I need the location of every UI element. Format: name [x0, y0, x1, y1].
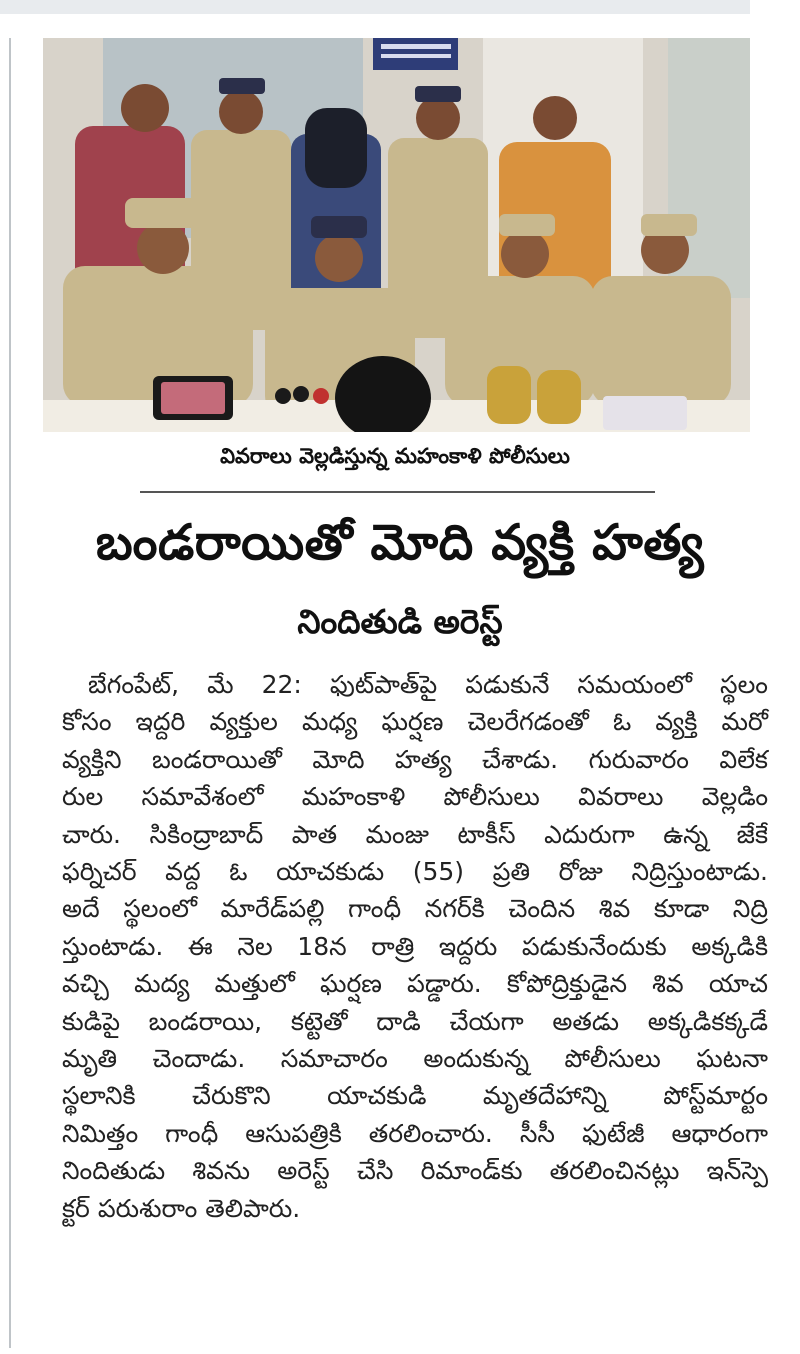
- article-line: కుడిపై బండరాయి, కట్టెతో దాడి చేయగా అతడు అక్కడికక్కడే: [62, 1006, 768, 1036]
- article-line: చారు. సికింద్రాబాద్ పాత మంజు టాకీస్ ఎదురుగా ఉన్న జేకే: [62, 819, 768, 849]
- article-line: వ్యక్తిని బండరాయితో మోది హత్య చేశాడు. గురువారం విలేక: [62, 744, 768, 774]
- article-line: వచ్చి మద్య మత్తులో ఘర్షణ పడ్డారు. కోపోద్రిక్తుడైన శివ యాచ: [62, 969, 768, 999]
- article-paragraph: [62, 666, 768, 1227]
- article-line: రుల సమావేశంలో మహంకాళి పోలీసులు వివరాలు వెల్లడిం: [62, 782, 768, 812]
- article-line: నిందితుడు శివను అరెస్ట్ చేసి రిమాండ్‌కు తరలించినట్లు ఇన్‌స్పె: [62, 1156, 768, 1186]
- article-line: బేగంపేట్, మే 22: ఫుట్‌పాత్‌పై పడుకునే సమయంలో స్థలం: [88, 670, 768, 699]
- top-strip: [0, 0, 750, 14]
- news-photo: [43, 38, 750, 432]
- column-rule: [9, 38, 11, 1348]
- article-line: అదే స్థలంలో మారేడ్‌పల్లి గాంధీ నగర్‌కి చెందిన శివ కూడా నిద్రి: [62, 894, 768, 924]
- article-line: క్టర్ పరుశురాం తెలిపారు.: [62, 1193, 301, 1223]
- article-line: స్తుంటాడు. ఈ నెల 18న రాత్రి ఇద్దరు పడుకునేందుకు అక్కడికి: [62, 931, 768, 961]
- article-body: [62, 666, 768, 1227]
- article-line: స్థలానికి చేరుకొని యాచకుడి మృతదేహాన్ని పోస్ట్‌మార్టం: [62, 1081, 768, 1111]
- caption-divider: [140, 491, 655, 493]
- article-line: కోసం ఇద్దరి వ్యక్తుల మధ్య ఘర్షణ చెలరేగడంతో ఓ వ్యక్తి మరో: [62, 707, 768, 737]
- subheadline: నిందితుడి అరెస్ట్: [297, 602, 503, 641]
- photo-caption: వివరాలు వెల్లడిస్తున్న మహంకాళి పోలీసులు: [220, 444, 570, 468]
- headline: బండరాయితో మోది వ్యక్తి హత్య: [95, 514, 705, 571]
- article-line: ఫర్నిచర్ వద్ద ఓ యాచకుడు (55) ప్రతి రోజు నిద్రిస్తుంటాడు.: [62, 857, 768, 887]
- article-line: మృతి చెందాడు. సమాచారం అందుకున్న పోలీసులు ఘటనా: [62, 1044, 768, 1074]
- article-line: నిమిత్తం గాంధీ ఆసుపత్రికి తరలించారు. సీసీ ఫుటేజీ ఆధారంగా: [62, 1118, 768, 1148]
